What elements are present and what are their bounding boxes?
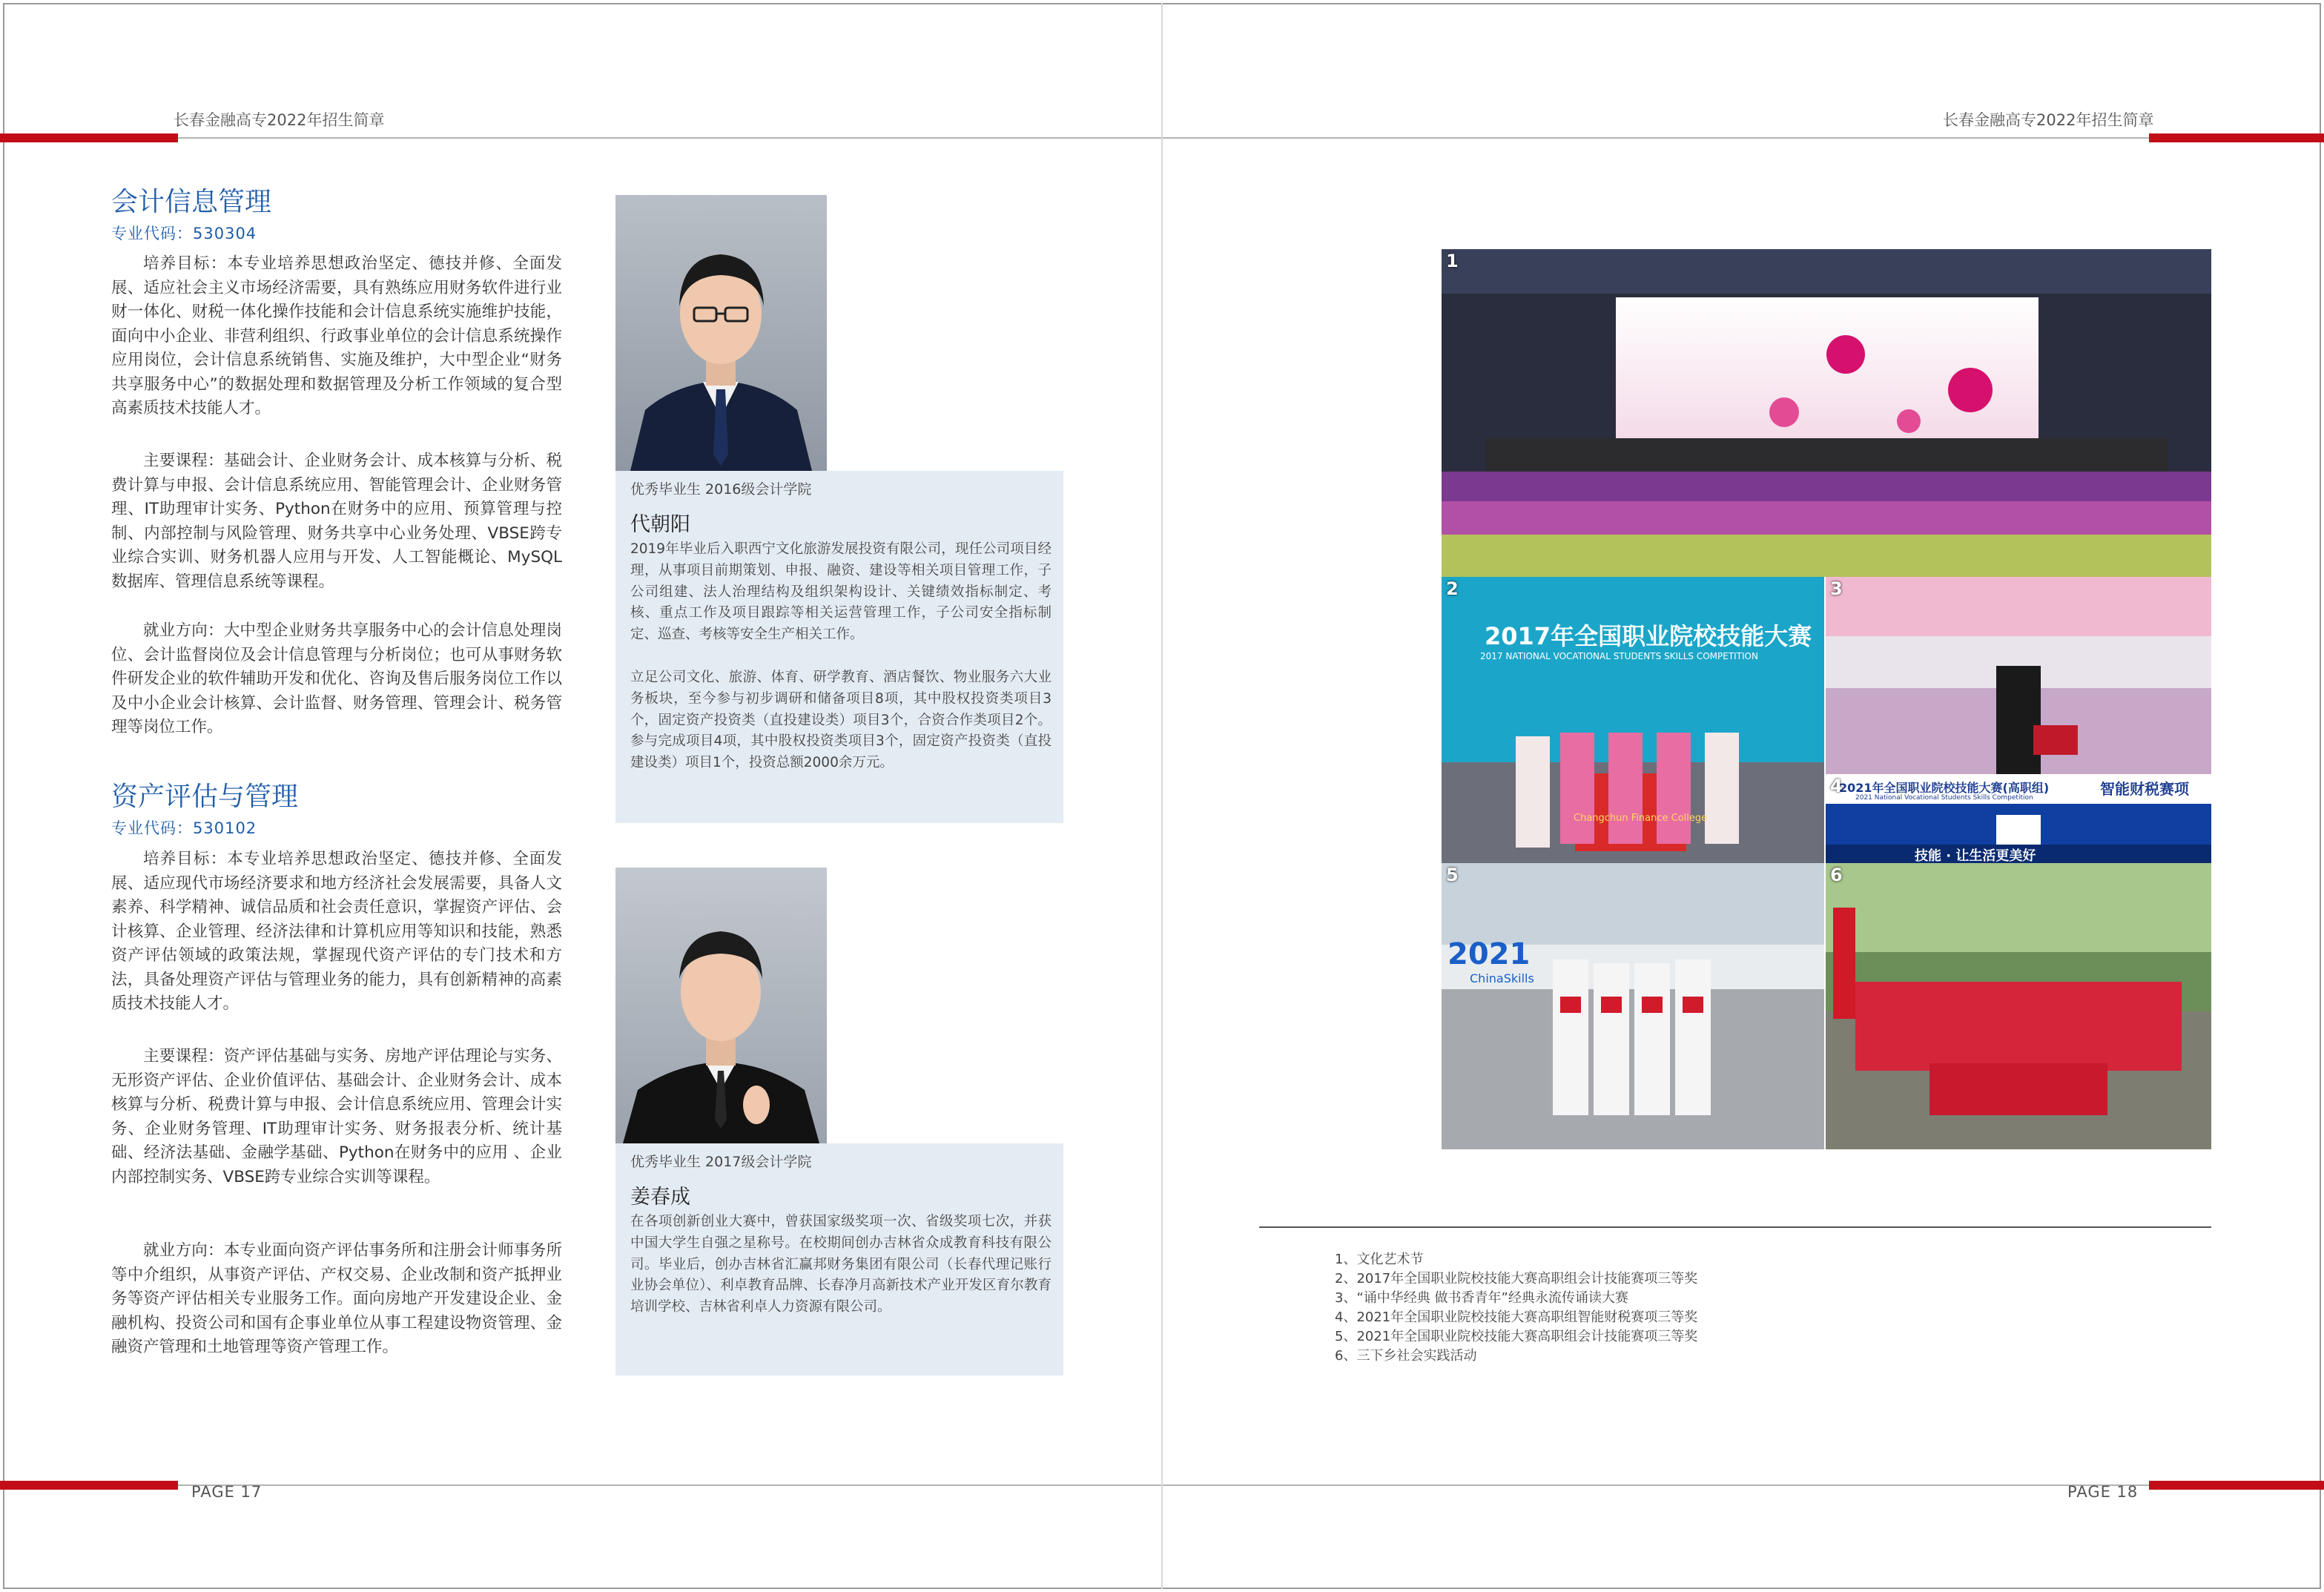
gallery-photo-reading-contest <box>1826 577 2211 774</box>
graduate-name: 姜春成 <box>630 1186 690 1209</box>
footer-rule-right <box>1163 1484 2149 1486</box>
graduate-portrait <box>615 868 827 1143</box>
gallery-number: 4 <box>1830 776 1843 796</box>
major-title: 资产评估与管理 <box>111 782 299 812</box>
gallery-number: 1 <box>1446 251 1459 271</box>
major-paragraph-courses: 主要课程：基础会计、企业财务会计、成本核算与分析、税费计算与申报、会计信息系统应用、智能管理会计、企业财务管理、IT助理审计实务、Python在财务中的应用、预算管理与控制、内部控制与风险管理、财务共享中心业务处理、VBSE跨专业综合实训、财务机器人应用与开发、人工智能概论、MySQL数据库、管理信息系统等课程。 <box>111 452 562 591</box>
major-code: 专业代码：530102 <box>111 819 257 837</box>
gallery-number: 3 <box>1830 578 1843 599</box>
major-paragraph-courses: 主要课程：资产评估基础与实务、房地产评估理论与实务、无形资产评估、企业价值评估、基础会计、企业财务会计、成本核算与分析、税费计算与申报、会计信息系统应用、管理会计实务、企业财务管理、IT助理审计实务、财务报表分析、统计基础、经济法基础、金融学基础、Python在财务中的应用 、企业内部控制实务、VBSE跨专业综合实训等课程。 <box>111 1047 562 1186</box>
graduate-caption: 优秀毕业生 2016级会计学院 <box>630 481 812 498</box>
gallery-number: 5 <box>1446 865 1459 885</box>
gallery-sign-brand: ChinaSkills <box>1470 971 1534 985</box>
major-paragraph-careers: 就业方向：本专业面向资产评估事务所和注册会计师事务所等中介组织，从事资产评估、产权交易、企业改制和资产抵押业务等资产评估相关专业服务工作。面向房地产开发建设企业、金融机构、投资公司和国有企事业单位从事工程建设物资管理、金融资产管理和土地管理等资产管理工作。 <box>111 1241 562 1356</box>
major-paragraph-objective: 培养目标：本专业培养思想政治坚定、德技并修、全面发展、适应现代市场经济要求和地方经济社会发展需要，具备人文素养、科学精神、诚信品质和社会责任意识，掌握资产评估、会计核算、企业管理、经济法律和计算机应用等知识和技能，熟悉资产评估领域的政策法规，掌握现代资产评估的专门技术和方法，具备处理资产评估与管理业务的能力，具有创新精神的高素质技术技能人才。 <box>111 850 562 1013</box>
header-left-text: 长春金融高专2022年招生简章 <box>174 111 385 129</box>
major-title: 会计信息管理 <box>111 187 272 217</box>
gallery-caption: 6、三下乡社会实践活动 <box>1335 1348 1477 1364</box>
footer-red-bar-left <box>0 1481 178 1490</box>
major-code: 专业代码：530304 <box>111 225 257 242</box>
gallery-caption-list <box>1335 1250 1697 1366</box>
gallery-banner-title: 2017年全国职业院校技能大赛 <box>1485 622 1812 650</box>
gallery-caption: 4、2021年全国职业院校技能大赛高职组智能财税赛项三等奖 <box>1335 1309 1698 1325</box>
graduate-portrait <box>615 195 827 471</box>
major-paragraph-objective: 培养目标：本专业培养思想政治坚定、德技并修、全面发展、适应社会主义市场经济需要，具有熟练应用财务软件进行业财一体化、财税一体化操作技能和会计信息系统实施维护技能，面向中小企业、非营利组织、行政事业单位的会计信息系统操作应用岗位，会计信息系统销售、实施及维护，大中型企业“财务共享服务中心”的数据处理和数据管理及分析工作领域的复合型高素质技术技能人才。 <box>111 254 562 417</box>
gallery-photo-social-practice <box>1826 863 2211 1149</box>
gallery-banner-subtitle: 2017 NATIONAL VOCATIONAL STUDENTS SKILLS COMPETITION <box>1480 651 1758 661</box>
graduate-bio-paragraph: 立足公司文化、旅游、体育、研学教育、酒店餐饮、物业服务六大业务板块，至今参与初步调研和储备项目8项，其中股权投资类项目3个，固定资产投资类（直投建设类）项目3个，合资合作类项目2个。参与完成项目4项，其中股权投资类项目3个，固定资产投资类（直投建设类）项目1个，投资总额2000余万元。 <box>630 670 1052 771</box>
gallery-caption: 3、“诵中华经典 做书香青年”经典永流传诵读大赛 <box>1335 1290 1628 1306</box>
graduate-caption: 优秀毕业生 2017级会计学院 <box>630 1154 812 1170</box>
graduate-bio-paragraph: 2019年毕业后入职西宁文化旅游发展投资有限公司，现任公司项目经理，从事项目前期策划、申报、融资、建设等相关项目管理工作，子公司组建、法人治理结构及组织架构设计、关键绩效指标制定、考核、重点工作及项目跟踪等相关运营管理工作，子公司安全指标制定、巡查、考核等安全生产相关工作。 <box>630 541 1052 643</box>
major-paragraph-careers: 就业方向：大中型企业财务共享服务中心的会计信息处理岗位、会计监督岗位及会计信息管理与分析岗位；也可从事财务软件研发企业的软件辅助开发和优化、咨询及售后服务岗位工作以及中小企业会计核算、会计监督、财务管理、管理会计、税务管理等岗位工作。 <box>111 621 562 736</box>
gallery-number: 6 <box>1830 865 1843 885</box>
gallery-banner-side: 智能财税赛项 <box>2100 780 2189 798</box>
footer-rule-left <box>178 1484 1161 1486</box>
gallery-number: 2 <box>1446 578 1459 599</box>
caption-divider <box>1259 1226 2211 1228</box>
page-number-left: PAGE 17 <box>191 1483 263 1501</box>
graduate-bio-card <box>615 471 1063 823</box>
gallery-photo-skills-2017 <box>1442 577 1824 863</box>
gallery-caption: 5、2021年全国职业院校技能大赛高职组会计技能赛项三等奖 <box>1335 1329 1698 1344</box>
graduate-name: 代朝阳 <box>630 513 690 536</box>
header-rule-left <box>178 137 1161 139</box>
gallery-banner-subtitle: 2021 National Vocational Students Skills Competition <box>1855 794 2033 802</box>
page-number-right: PAGE 18 <box>2067 1483 2139 1501</box>
gallery-flag-text: Changchun Finance College <box>1574 813 1708 824</box>
gallery-photo-skills-2021-accounting <box>1442 863 1824 1149</box>
header-right-text: 长春金融高专2022年招生简章 <box>1943 111 2154 129</box>
graduate-bio-paragraph: 在各项创新创业大赛中，曾获国家级奖项一次、省级奖项七次，并获中国大学生自强之星称号。在校期间创办吉林省众成教育科技有限公司。毕业后，创办吉林省汇赢邦财务集团有限公司（长春代理记账行业协会单位）、利卓教育品牌、长春净月高新技术产业开发区育尔教育培训学校、吉林省利卓人力资源有限公司。 <box>630 1214 1052 1315</box>
graduate-bio-card <box>615 1143 1063 1375</box>
gallery-sign-year: 2021 <box>1447 937 1531 971</box>
header-rule-right <box>1163 137 2149 139</box>
gallery-slogan: 技能 · 让生活更美好 <box>1915 848 2036 863</box>
gallery-banner-title: 2021年全国职业院校技能大赛(高职组) <box>1839 781 2050 795</box>
gallery-photo-culture-festival <box>1442 249 2211 577</box>
header-red-bar-left <box>0 133 178 142</box>
page-fold <box>1161 3 1163 1589</box>
gallery-caption: 1、文化艺术节 <box>1335 1252 1424 1267</box>
footer-red-bar-right <box>2149 1481 2324 1490</box>
header-red-bar-right <box>2149 133 2324 142</box>
gallery-caption: 2、2017年全国职业院校技能大赛高职组会计技能赛项三等奖 <box>1335 1271 1698 1287</box>
gallery-photo-skills-2021-tax <box>1826 774 2211 863</box>
